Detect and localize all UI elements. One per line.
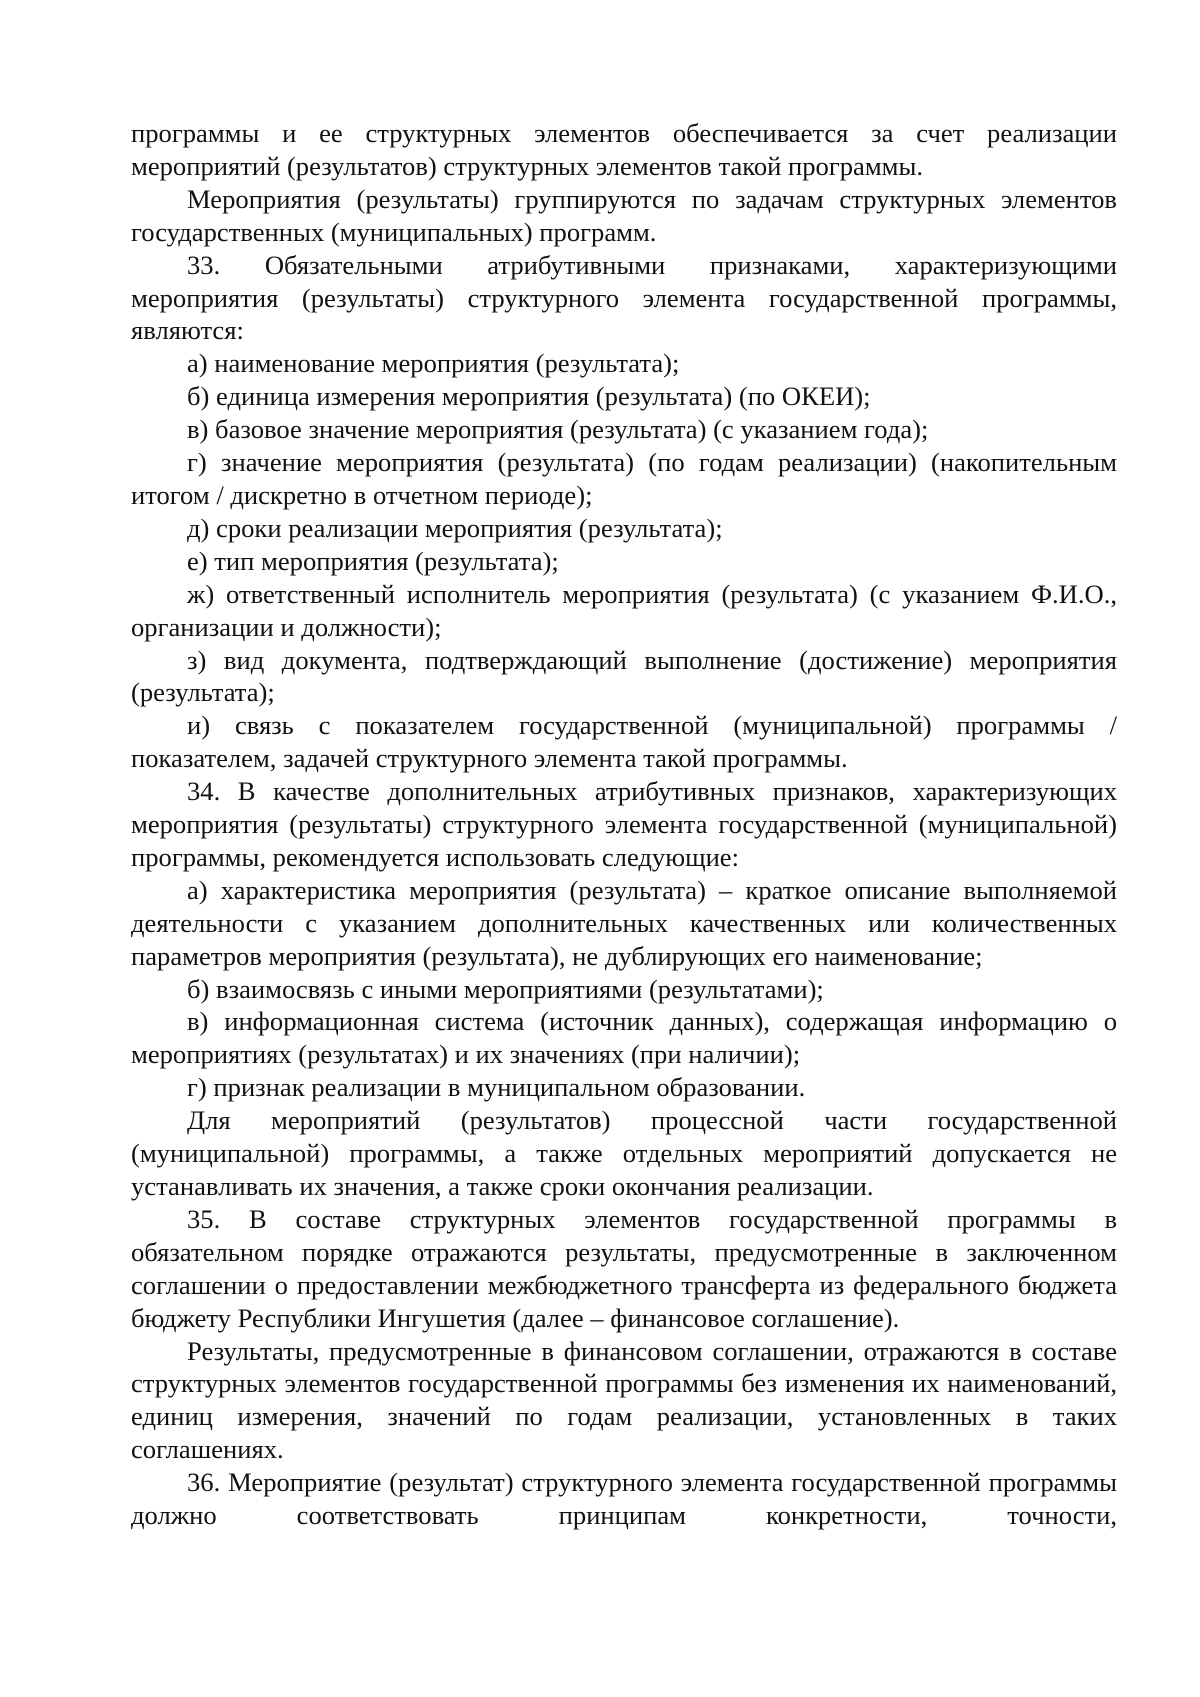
paragraph-35: 35. В составе структурных элементов государственной программы в обязательном порядке отражаются результаты, предусмотренные в заключенном соглашении о предоставлении межбюджетного трансферта из федерального бюджета бюджету Республики Ингушетия (далее – финансовое соглашение).	[131, 1203, 1117, 1333]
list-item-34-v: в) информационная система (источник данных), содержащая информацию о мероприятиях (результатах) и их значениях (при наличии);	[131, 1006, 1117, 1070]
document-body	[131, 117, 1117, 1532]
list-item-33-g: г) значение мероприятия (результата) (по годам реализации) (накопительным итогом / дискретно в отчетном периоде);	[131, 447, 1117, 510]
paragraph-36: 36. Мероприятие (результат) структурного элемента государственной программы должно соответствовать принципам конкретности, точности,	[131, 1467, 1117, 1531]
paragraph-results: Результаты, предусмотренные в финансовом соглашении, отражаются в составе структурных элементов государственной программы без изменения их наименований, единиц измерения, значений по годам реализации, установленных в таких соглашениях.	[131, 1335, 1117, 1465]
list-item-34-a: а) характеристика мероприятия (результата) – краткое описание выполняемой деятельности с указанием дополнительных качественных или количественных параметров мероприятия (результата), не дублирующих его наименование;	[131, 874, 1117, 971]
paragraph-33: 33. Обязательными атрибутивными признаками, характеризующими мероприятия (результаты) структурного элемента государственной программы, являются:	[131, 249, 1117, 346]
paragraph-34: 34. В качестве дополнительных атрибутивных признаков, характеризующих мероприятия (результаты) структурного элемента государственной (муниципальной) программы, рекомендуется использовать следующие:	[131, 776, 1117, 872]
list-item-34-g: г) признак реализации в муниципальном образовании.	[187, 1072, 806, 1103]
list-item-33-a: а) наименование мероприятия (результата);	[187, 348, 680, 379]
list-item-33-v: в) базовое значение мероприятия (результата) (с указанием года);	[187, 414, 929, 445]
paragraph-process-part: Для мероприятий (результатов) процессной части государственной (муниципальной) программы, а также отдельных мероприятий допускается не устанавливать их значения, а также сроки окончания реализации.	[131, 1105, 1117, 1201]
list-item-33-d: д) сроки реализации мероприятия (результата);	[187, 512, 723, 543]
list-item-34-b: б) взаимосвязь с иными мероприятиями (результатами);	[187, 973, 824, 1004]
paragraph-grouping: Мероприятия (результаты) группируются по задачам структурных элементов государственных (муниципальных) программ.	[131, 183, 1117, 247]
list-item-33-zh: ж) ответственный исполнитель мероприятия (результата) (с указанием Ф.И.О., организации и должности);	[131, 578, 1117, 642]
list-item-33-i: и) связь с показателем государственной (муниципальной) программы / показателем, задачей структурного элемента такой программы.	[131, 710, 1117, 774]
list-item-33-e: е) тип мероприятия (результата);	[187, 545, 559, 576]
list-item-33-b: б) единица измерения мероприятия (результата) (по ОКЕИ);	[187, 381, 871, 412]
paragraph-continuation: программы и ее структурных элементов обеспечивается за счет реализации мероприятий (результатов) структурных элементов такой программы.	[131, 118, 1117, 181]
list-item-33-z: з) вид документа, подтверждающий выполнение (достижение) мероприятия (результата);	[131, 644, 1117, 708]
